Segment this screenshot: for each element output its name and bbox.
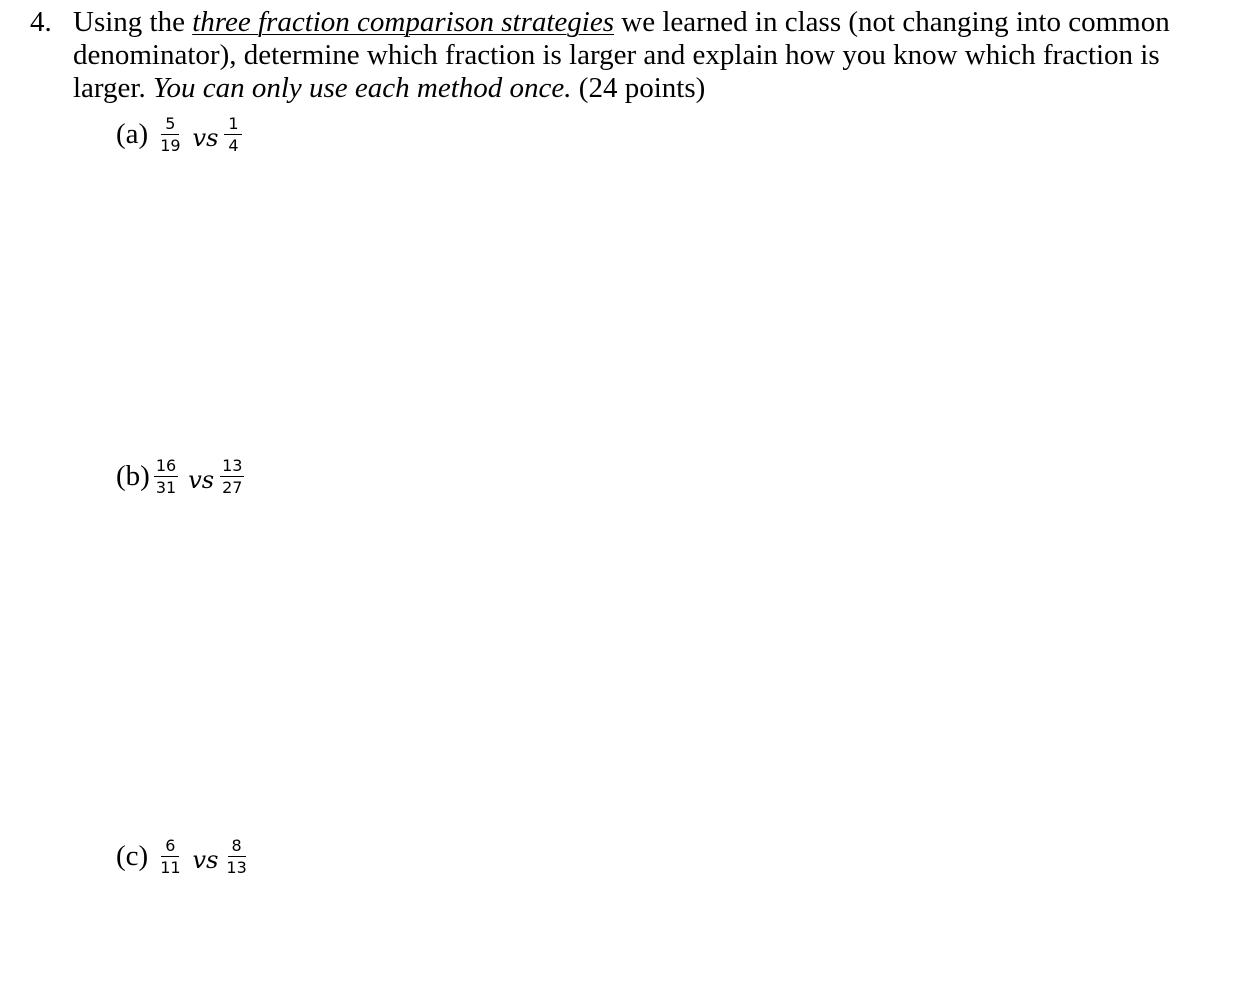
part-a-label: (a): [116, 117, 149, 150]
fraction-denominator: 11: [160, 857, 181, 877]
part-c-label: (c): [116, 839, 149, 872]
question-number: 4.: [30, 6, 52, 38]
part-a-right-fraction: [224, 114, 242, 155]
fraction-denominator: 31: [155, 477, 177, 497]
part-a-left-fraction: [158, 114, 182, 155]
part-c-left-fraction: [158, 836, 182, 877]
question-text-middle: we learned in class (not changing into common denominator), determine which fraction is larger and explain how you know which fraction is larger.: [73, 6, 1170, 104]
fraction-numerator: 8: [228, 836, 246, 857]
question-text-underlined: three fraction comparison strategies: [192, 6, 615, 38]
part-b: [116, 446, 248, 506]
part-c: [116, 826, 253, 886]
question-text-points: (24 points): [571, 72, 706, 104]
part-c-right-fraction: [224, 836, 248, 877]
fraction-numerator: 1: [224, 114, 242, 135]
part-b-left-fraction: [154, 456, 178, 497]
part-a: [116, 104, 246, 164]
part-b-label: (b): [116, 459, 150, 492]
part-c-vs: vs: [192, 846, 219, 874]
fraction-numerator: 5: [161, 114, 179, 135]
fraction-denominator: 19: [160, 135, 181, 155]
fraction-denominator: 13: [226, 857, 247, 877]
part-a-vs: vs: [192, 124, 219, 152]
fraction-numerator: 16: [155, 455, 177, 475]
question-text-italic: You can only use each method once.: [153, 72, 572, 104]
question-text-before: Using the: [73, 6, 193, 38]
question-text: [73, 6, 1210, 105]
fraction-numerator: 6: [161, 836, 179, 857]
part-b-right-fraction: [220, 456, 244, 497]
fraction-denominator: 4: [228, 135, 239, 155]
part-b-vs: vs: [188, 466, 215, 494]
fraction-denominator: 27: [222, 477, 243, 497]
fraction-numerator: 13: [222, 455, 243, 475]
question-4: [30, 6, 1210, 105]
